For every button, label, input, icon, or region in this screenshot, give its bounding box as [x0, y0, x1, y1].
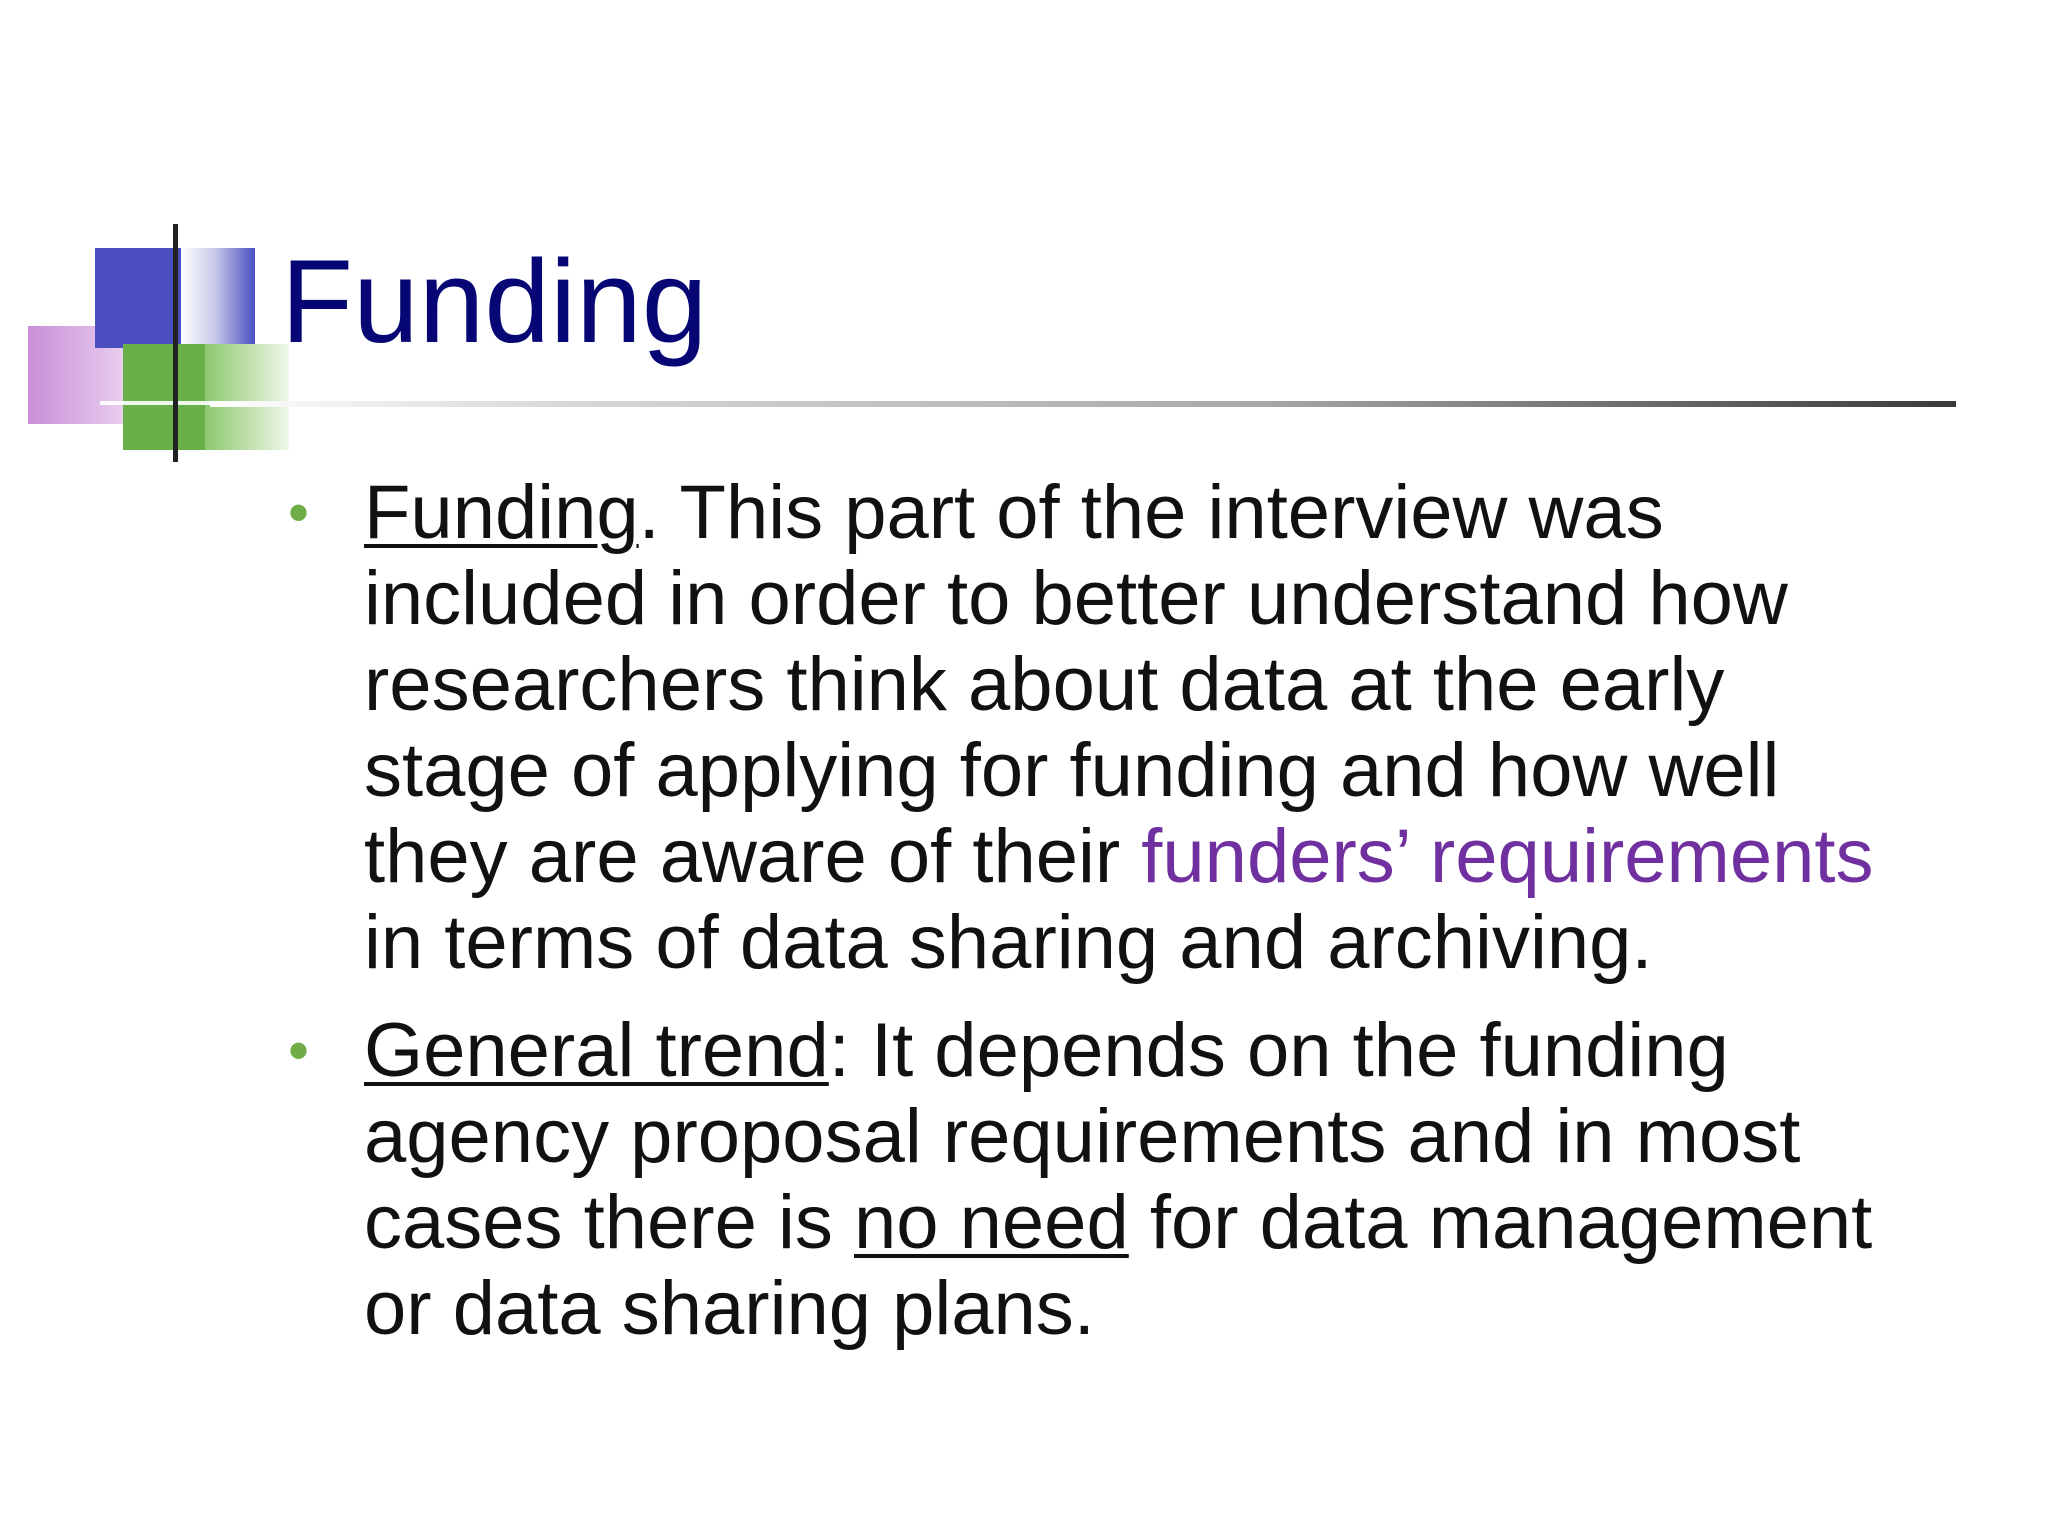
- bullet-line: stage of applying for funding and how well: [364, 728, 1780, 813]
- bullet-lead-underlined: Funding: [364, 470, 639, 555]
- bullet-item-general-trend: [288, 1008, 2004, 1352]
- bullet-line: agency proposal requirements and in most: [364, 1094, 1801, 1179]
- bullet-line: researchers think about data at the early: [364, 642, 1725, 727]
- bullet-line: [364, 470, 2004, 556]
- bullet-text: for data management: [1128, 1180, 1873, 1265]
- bullet-line: [364, 814, 2004, 900]
- bullet-line: included in order to better understand how: [364, 556, 1788, 641]
- bullet-line: or data sharing plans.: [364, 1266, 1095, 1351]
- bullet-text: cases there is: [364, 1180, 854, 1265]
- bullet-lead-tail: . This part of the interview was: [638, 470, 1664, 555]
- bullet-line: [364, 1008, 2004, 1094]
- logo-green-gradient-square: [205, 344, 289, 450]
- bullet-line: [364, 1180, 2004, 1266]
- bullet-dot-icon: •: [288, 1017, 310, 1084]
- slide-title: Funding: [281, 236, 708, 368]
- logo-green-square: [123, 344, 205, 450]
- bullet-lead-underlined: General trend: [364, 1008, 829, 1093]
- bullet-dot-icon: •: [288, 479, 310, 546]
- title-divider: [210, 401, 1956, 407]
- bullet-lead-tail: : It depends on the funding: [828, 1008, 1729, 1093]
- logo-vertical-line: [173, 224, 178, 462]
- logo-blue-gradient-square: [181, 248, 255, 348]
- logo-blue-square: [95, 248, 181, 348]
- bullet-line: in terms of data sharing and archiving.: [364, 900, 1653, 985]
- underlined-phrase: no need: [854, 1180, 1129, 1265]
- highlighted-phrase: funders’ requirements: [1141, 814, 1874, 899]
- bullet-item-funding: [288, 470, 2004, 986]
- bullet-text: they are aware of their: [364, 814, 1142, 899]
